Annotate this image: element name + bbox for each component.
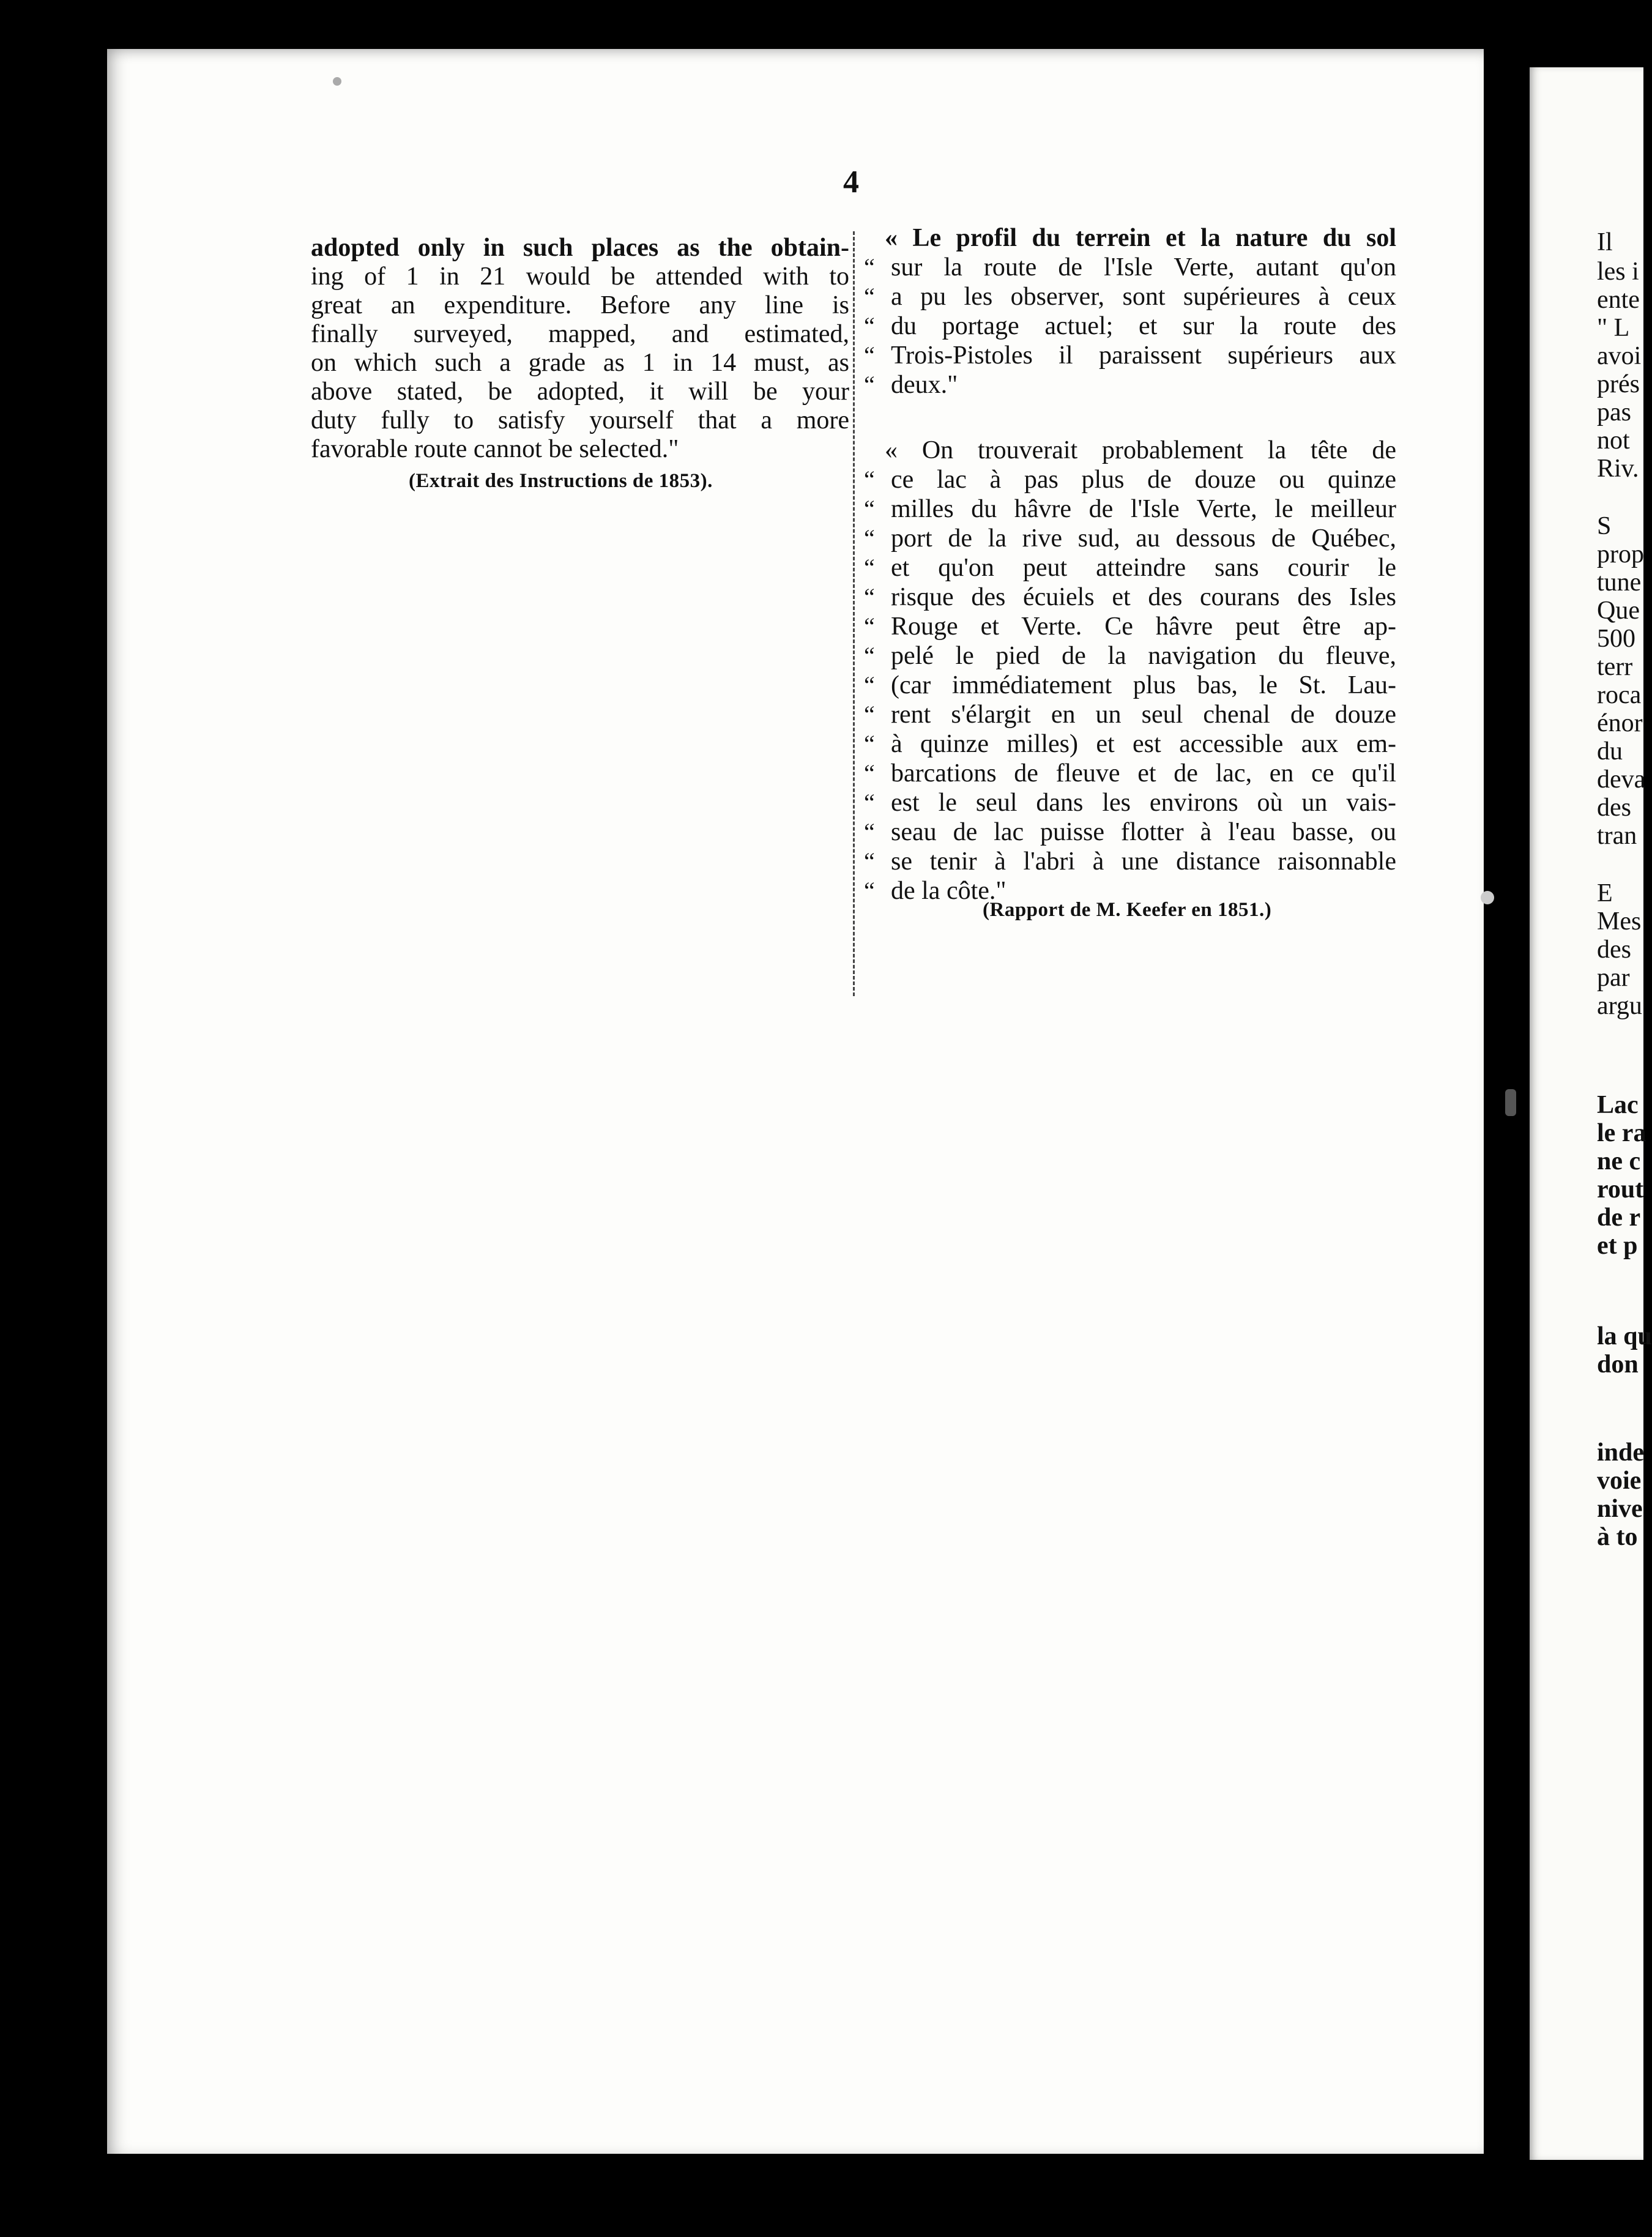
facing-page-fragment: des xyxy=(1597,936,1631,964)
quote-mark: “ xyxy=(864,671,875,699)
scan-speck xyxy=(1481,891,1494,904)
facing-page-fragment: prop xyxy=(1597,540,1644,568)
quote-text: rent s'élargit en un seul chenal de douze xyxy=(891,701,1396,729)
quote-block-1 xyxy=(864,224,1396,400)
facing-page-fragment: ente xyxy=(1597,286,1640,314)
facing-page-fragment: E xyxy=(1597,879,1613,907)
quote-line xyxy=(864,817,1396,847)
quote-text: « On trouverait probablement la tête de xyxy=(885,436,1396,464)
facing-page-fragment: Que xyxy=(1597,597,1640,625)
facing-page-fragment: le ra xyxy=(1597,1119,1646,1147)
right-column xyxy=(864,224,1396,906)
facing-page-fragment: la qu xyxy=(1597,1322,1652,1350)
facing-page-fragment: " L xyxy=(1597,314,1630,342)
text-line: adopted only in such places as the obtain- xyxy=(311,234,849,262)
facing-page-fragment: rout xyxy=(1597,1175,1644,1204)
facing-page-fragment: à to xyxy=(1597,1523,1638,1551)
quote-mark: “ xyxy=(864,312,875,340)
page-number: 4 xyxy=(843,165,859,199)
quote-mark: “ xyxy=(864,524,875,552)
scan-speck xyxy=(333,77,341,86)
quote-text: Trois-Pistoles il paraissent supérieurs aux xyxy=(891,341,1396,370)
quote-mark: “ xyxy=(864,759,875,787)
quote-line xyxy=(864,553,1396,583)
facing-page-fragment: S xyxy=(1597,512,1612,540)
quote-mark: “ xyxy=(864,371,875,398)
facing-page-fragment: not xyxy=(1597,426,1630,455)
text-line: above stated, be adopted, it will be your xyxy=(311,378,849,406)
quote-text: est le seul dans les environs où un vais- xyxy=(891,789,1396,817)
quote-line xyxy=(864,224,1396,253)
quote-text: a pu les observer, sont supérieures à ceux xyxy=(891,283,1396,311)
facing-page-fragment: les i xyxy=(1597,258,1639,286)
quote-text: milles du hâvre de l'Isle Verte, le meilleur xyxy=(891,495,1396,523)
quote-mark: “ xyxy=(864,583,875,611)
text-line: favorable route cannot be selected." xyxy=(311,435,679,463)
quote-line xyxy=(864,700,1396,729)
quote-mark: “ xyxy=(864,847,875,875)
facing-page-fragment: avoi xyxy=(1597,342,1642,370)
facing-page-fragment: ne c xyxy=(1597,1147,1641,1175)
facing-page-fragment: énor xyxy=(1597,709,1643,737)
quote-line xyxy=(864,341,1396,370)
quote-text: « Le profil du terrein et la nature du sol xyxy=(885,224,1396,252)
facing-page-fragment: Il xyxy=(1597,228,1613,256)
quote-text: port de la rive sud, au dessous de Québec, xyxy=(891,524,1396,553)
quote-text: sur la route de l'Isle Verte, autant qu'on xyxy=(891,253,1396,281)
text-line: great an expenditure. Before any line is xyxy=(311,291,849,319)
quote-text: à quinze milles) et est accessible aux em- xyxy=(891,730,1396,758)
quote-text: de la côte." xyxy=(891,877,1006,905)
quote-text: seau de lac puisse flotter à l'eau basse, ou xyxy=(891,818,1396,846)
facing-page-fragment: des xyxy=(1597,794,1631,822)
quote-line xyxy=(864,253,1396,282)
left-column xyxy=(311,234,849,464)
quote-line xyxy=(864,729,1396,759)
facing-page-fragment: 500 xyxy=(1597,625,1635,653)
quote-text: deux." xyxy=(891,371,958,399)
facing-page-fragment: Mes xyxy=(1597,907,1642,936)
facing-page-fragment: argu xyxy=(1597,992,1642,1020)
facing-page-fragment: nive xyxy=(1597,1495,1643,1523)
quote-mark: “ xyxy=(864,701,875,728)
scan-speck xyxy=(1505,1089,1516,1116)
facing-page-fragment: prés xyxy=(1597,370,1640,398)
quote-line xyxy=(864,641,1396,671)
right-source-citation: (Rapport de M. Keefer en 1851.) xyxy=(983,899,1272,921)
facing-page-fragment: terr xyxy=(1597,653,1633,681)
quote-line xyxy=(864,436,1396,465)
quote-line xyxy=(864,370,1396,400)
quote-mark: “ xyxy=(864,642,875,669)
facing-page-fragment: par xyxy=(1597,964,1630,992)
quote-text: barcations de fleuve et de lac, en ce qu'il xyxy=(891,759,1396,787)
quote-text: se tenir à l'abri à une distance raisonnable xyxy=(891,847,1396,876)
quote-line xyxy=(864,788,1396,817)
quote-mark: “ xyxy=(864,466,875,493)
quote-block-2 xyxy=(864,436,1396,906)
quote-text: ce lac à pas plus de douze ou quinze xyxy=(891,466,1396,494)
quote-text: pelé le pied de la navigation du fleuve, xyxy=(891,642,1396,670)
facing-page-fragment: de r xyxy=(1597,1204,1641,1232)
quote-mark: “ xyxy=(864,341,875,369)
facing-page-fragment: deva xyxy=(1597,765,1646,794)
quote-line xyxy=(864,311,1396,341)
quote-line xyxy=(864,583,1396,612)
quote-line xyxy=(864,494,1396,524)
facing-page-fragment: voie xyxy=(1597,1467,1642,1495)
quote-text: Rouge et Verte. Ce hâvre peut être ap- xyxy=(891,612,1396,641)
facing-page-fragment: inde xyxy=(1597,1439,1645,1467)
text-line: finally surveyed, mapped, and estimated, xyxy=(311,320,849,348)
quote-mark: “ xyxy=(864,877,875,904)
column-divider xyxy=(853,231,860,996)
left-source-citation: (Extrait des Instructions de 1853). xyxy=(409,470,713,492)
quote-text: risque des écuiels et des courans des Isles xyxy=(891,583,1396,611)
quote-mark: “ xyxy=(864,818,875,846)
facing-page-fragment: roca xyxy=(1597,681,1642,709)
facing-page-fragment: don xyxy=(1597,1350,1639,1379)
quote-mark: “ xyxy=(864,283,875,310)
text-line: on which such a grade as 1 in 14 must, as xyxy=(311,349,849,377)
quote-line xyxy=(864,847,1396,876)
quote-mark: “ xyxy=(864,789,875,816)
facing-page-fragment: du xyxy=(1597,737,1623,765)
facing-page-fragment: Lac xyxy=(1597,1091,1639,1119)
quote-line xyxy=(864,612,1396,641)
quote-line xyxy=(864,282,1396,311)
quote-line xyxy=(864,465,1396,494)
facing-page-fragment: tran xyxy=(1597,822,1637,850)
quote-mark: “ xyxy=(864,730,875,757)
facing-page-edge xyxy=(1530,67,1652,2160)
quote-mark: “ xyxy=(864,612,875,640)
facing-page-fragment: et p xyxy=(1597,1232,1638,1260)
facing-page-fragment: Riv. xyxy=(1597,455,1639,483)
quote-mark: “ xyxy=(864,253,875,281)
quote-text: et qu'on peut atteindre sans courir le xyxy=(891,554,1396,582)
quote-text: du portage actuel; et sur la route des xyxy=(891,312,1396,340)
quote-line xyxy=(864,671,1396,700)
facing-page-fragment: pas xyxy=(1597,398,1631,426)
quote-line xyxy=(864,759,1396,788)
text-line: ing of 1 in 21 would be attended with to xyxy=(311,262,849,291)
quote-mark: “ xyxy=(864,495,875,523)
facing-page-fragment: tune xyxy=(1597,568,1642,597)
quote-text: (car immédiatement plus bas, le St. Lau- xyxy=(891,671,1396,699)
text-line: duty fully to satisfy yourself that a more xyxy=(311,406,849,434)
quote-line xyxy=(864,524,1396,553)
quote-mark: “ xyxy=(864,554,875,581)
